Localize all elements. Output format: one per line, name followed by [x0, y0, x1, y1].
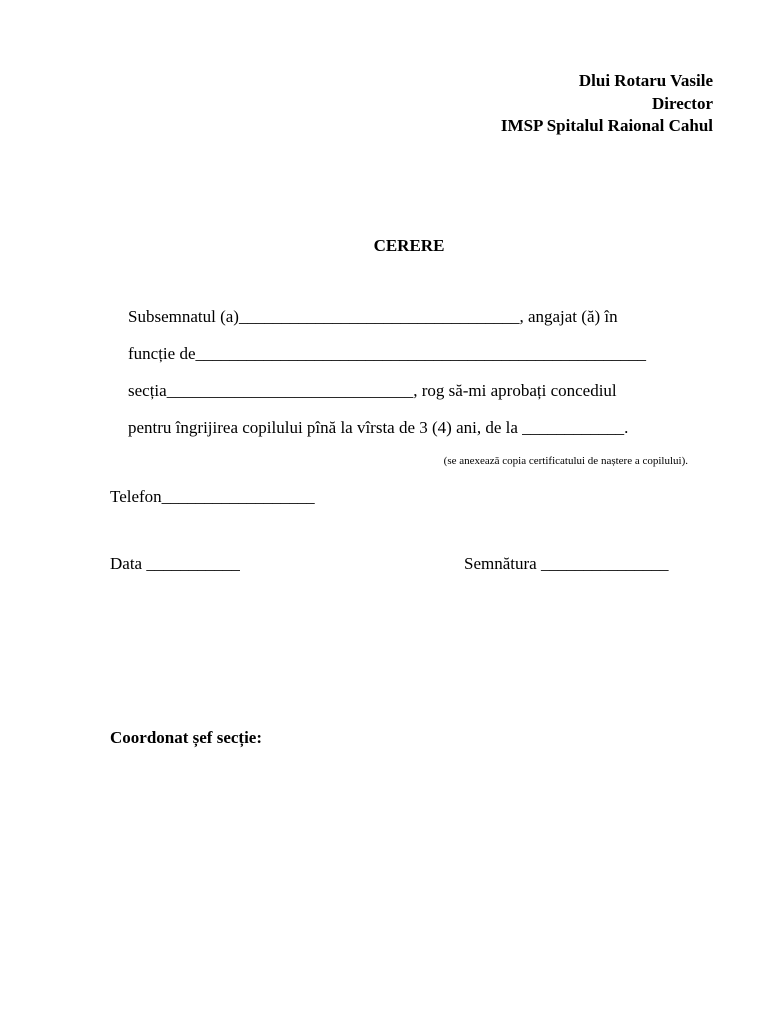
- attachment-note: (se anexează copia certificatului de naștere a copilului).: [443, 455, 688, 467]
- addressee-institution: IMSP Spitalul Raional Cahul: [500, 116, 713, 135]
- approval-label: Coordonat șef secție:: [110, 728, 263, 747]
- body-line-function: funcție de_____________________________________________________: [128, 344, 646, 363]
- body-line-section: secția_____________________________, rog să-mi aprobați concediul: [128, 381, 617, 400]
- addressee-name: Dlui Rotaru Vasile: [578, 71, 713, 90]
- body-line-name: Subsemnatul (a)_________________________________, angajat (ă) în: [128, 307, 618, 326]
- body-line-period: pentru îngrijirea copilului pînă la vîrsta de 3 (4) ani, de la ____________.: [128, 418, 629, 437]
- document-title: CERERE: [373, 236, 445, 255]
- addressee-block: [501, 70, 713, 138]
- addressee-position: Director: [651, 93, 713, 113]
- phone-field: Telefon__________________: [110, 487, 315, 506]
- signature-field: Semnătura _______________: [464, 554, 669, 573]
- date-field: Data ___________: [110, 554, 240, 573]
